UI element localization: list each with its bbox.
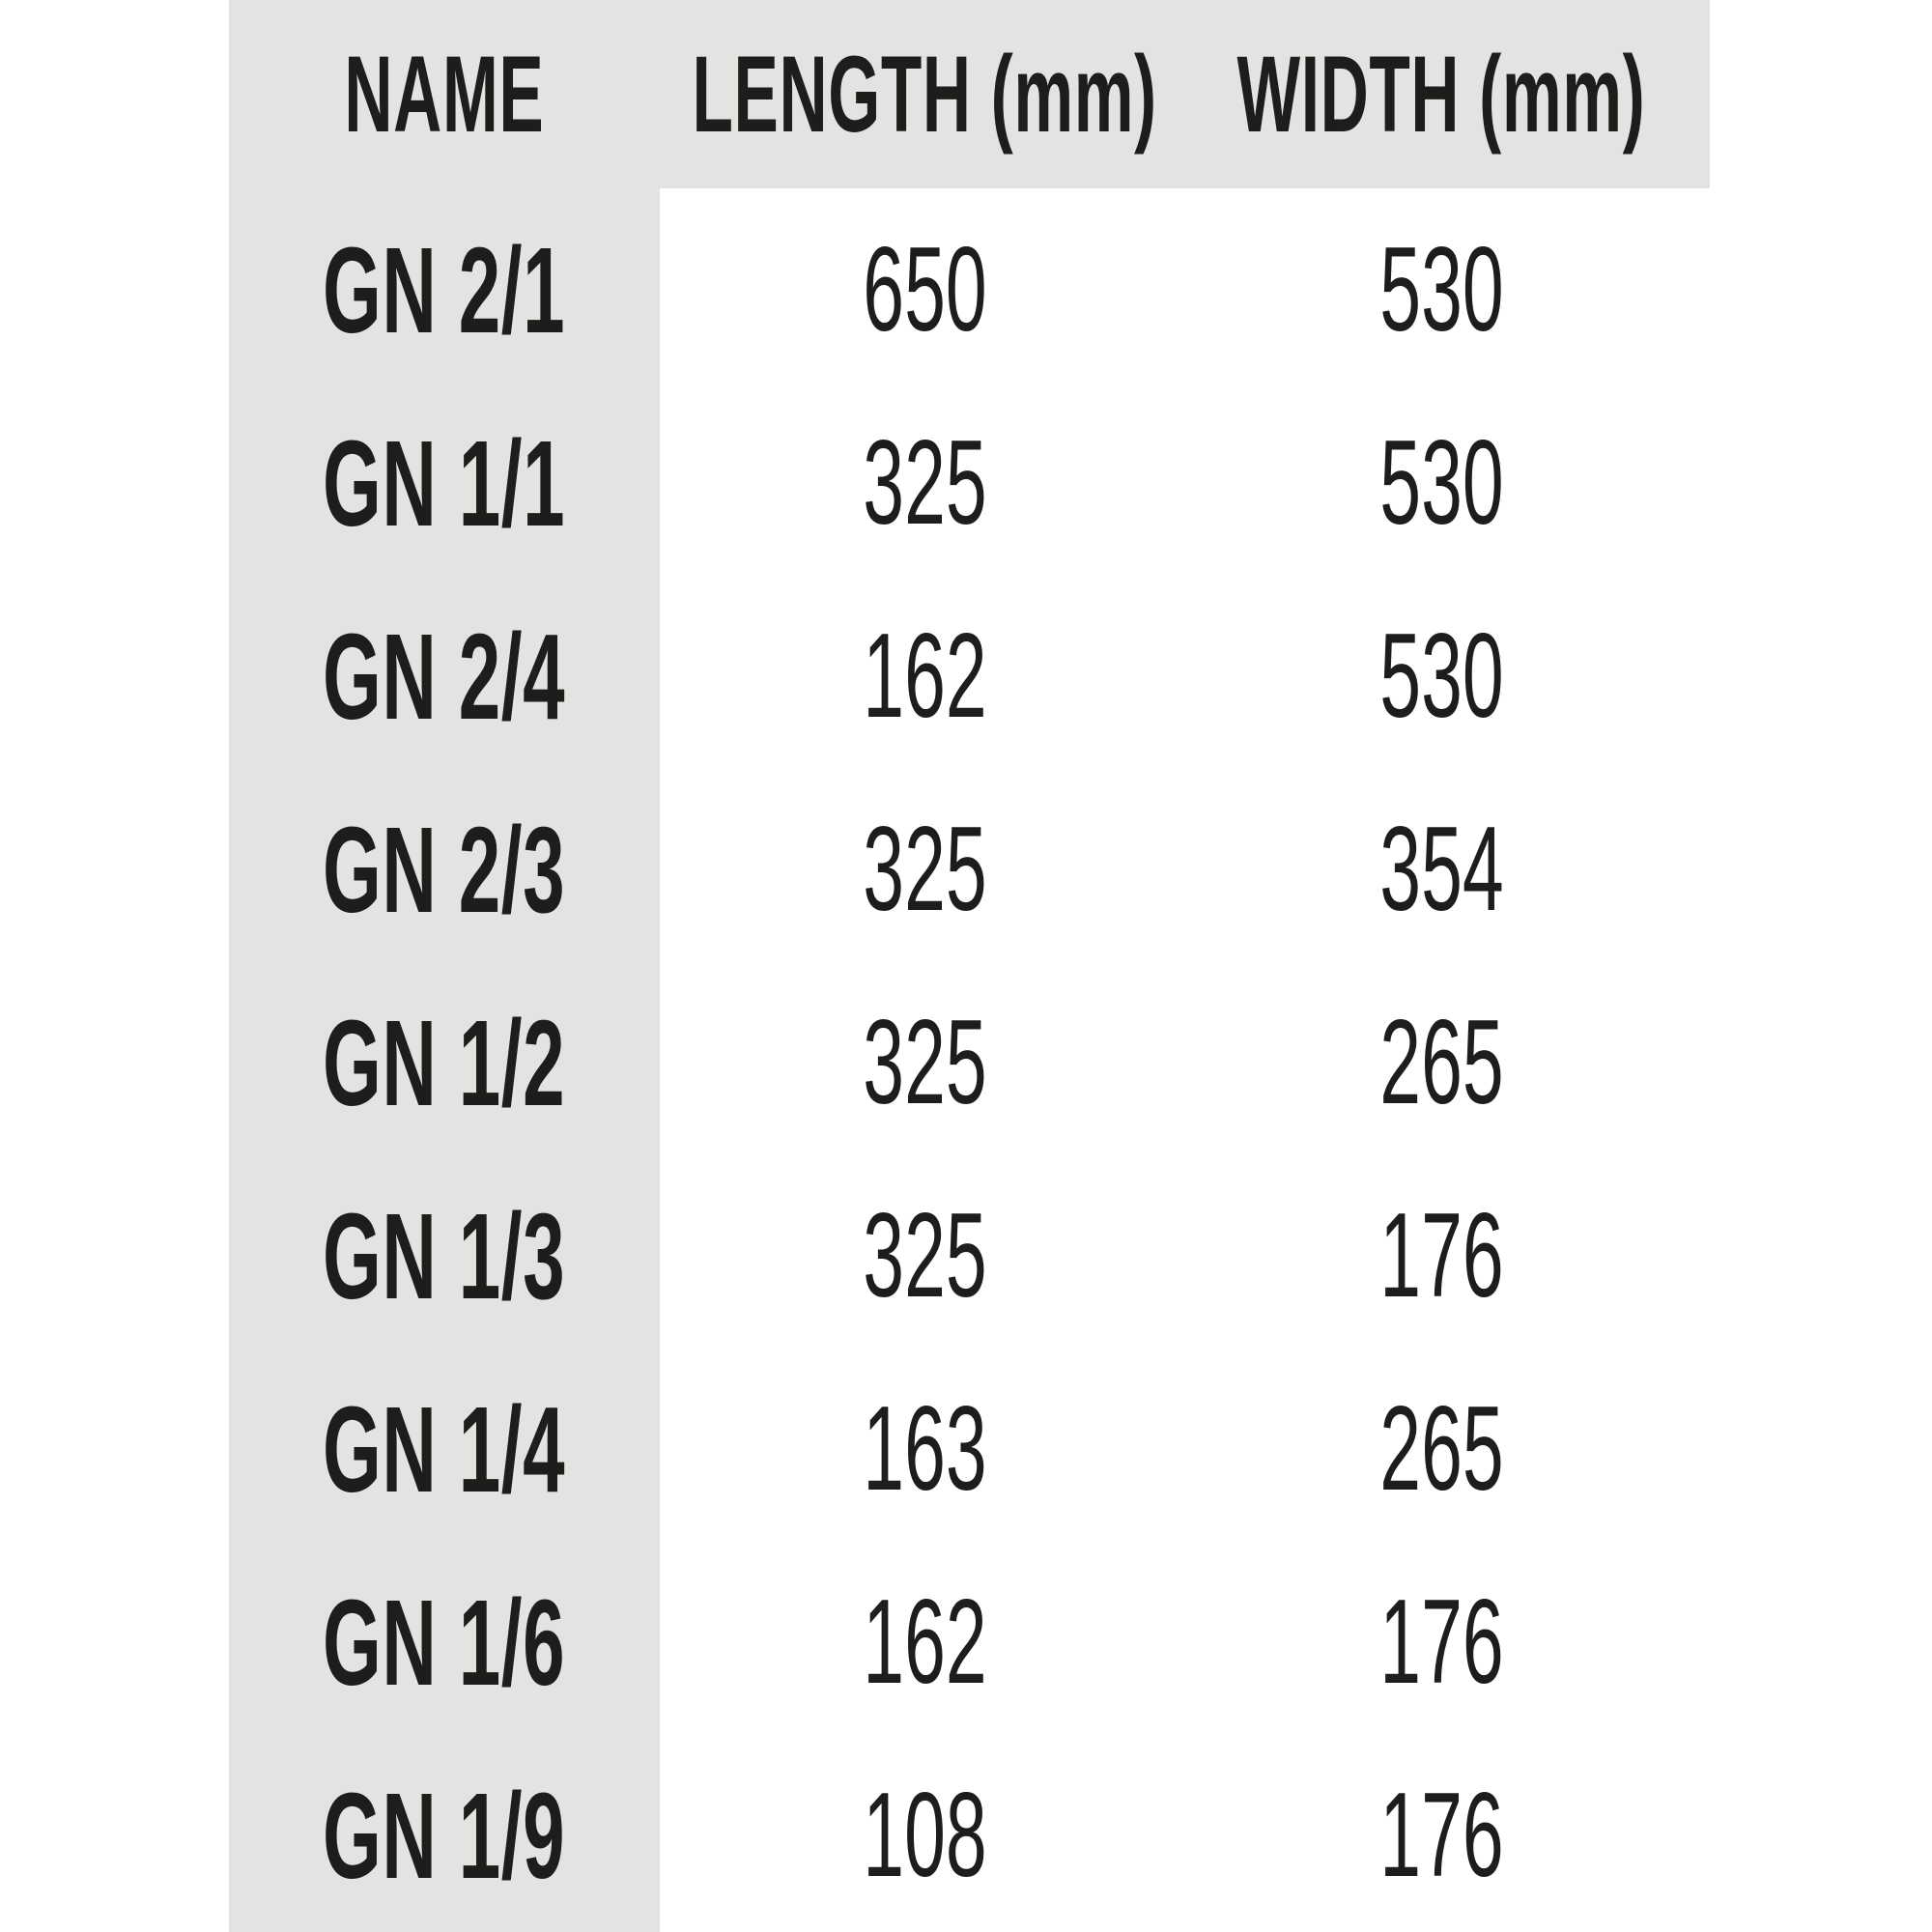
row-width: 265 (1378, 996, 1504, 1129)
table-row (0, 193, 1932, 386)
row-name: GN 1/4 (323, 1380, 566, 1518)
length-cell (683, 193, 1166, 386)
name-cell (229, 386, 660, 580)
row-width: 265 (1378, 1382, 1504, 1516)
name-cell (229, 773, 660, 966)
header-label-length: LENGTH (mm) (692, 34, 1157, 155)
row-width: 354 (1378, 803, 1504, 936)
length-cell (683, 386, 1166, 580)
row-name: GN 1/1 (323, 414, 566, 552)
table-row (0, 1352, 1932, 1546)
width-cell (1200, 580, 1683, 773)
row-length: 325 (862, 1189, 987, 1322)
length-cell (683, 580, 1166, 773)
name-cell (229, 1546, 660, 1739)
table-row (0, 580, 1932, 773)
row-length: 162 (862, 1576, 987, 1709)
width-cell (1200, 386, 1683, 580)
row-name: GN 1/2 (323, 994, 566, 1131)
row-width: 530 (1378, 223, 1504, 356)
header-cell-length (683, 0, 1166, 188)
row-width: 176 (1378, 1189, 1504, 1322)
header-label-width: WIDTH (mm) (1236, 34, 1646, 155)
width-cell (1200, 1159, 1683, 1352)
name-cell (229, 1739, 660, 1932)
row-name: GN 1/6 (323, 1574, 566, 1711)
name-cell (229, 1159, 660, 1352)
width-cell (1200, 1546, 1683, 1739)
row-length: 163 (862, 1382, 987, 1516)
row-length: 162 (862, 610, 987, 743)
width-cell (1200, 1352, 1683, 1546)
name-cell (229, 1352, 660, 1546)
length-cell (683, 966, 1166, 1159)
length-cell (683, 1352, 1166, 1546)
width-cell (1200, 966, 1683, 1159)
width-cell (1200, 773, 1683, 966)
row-name: GN 2/3 (323, 801, 566, 938)
width-cell (1200, 1739, 1683, 1932)
header-label-name: NAME (344, 34, 545, 155)
row-length: 325 (862, 416, 987, 550)
row-width: 530 (1378, 416, 1504, 550)
row-name: GN 2/4 (323, 608, 566, 745)
row-width: 530 (1378, 610, 1504, 743)
row-width: 176 (1378, 1769, 1504, 1902)
width-cell (1200, 193, 1683, 386)
row-width: 176 (1378, 1576, 1504, 1709)
name-cell (229, 193, 660, 386)
row-length: 325 (862, 803, 987, 936)
table-row (0, 966, 1932, 1159)
table-row (0, 1739, 1932, 1932)
header-cell-name (229, 0, 660, 188)
table-row (0, 1159, 1932, 1352)
table-row (0, 386, 1932, 580)
table-row (0, 1546, 1932, 1739)
name-cell (229, 580, 660, 773)
length-cell (683, 773, 1166, 966)
row-length: 650 (862, 223, 987, 356)
row-name: GN 1/3 (323, 1187, 566, 1324)
row-length: 325 (862, 996, 987, 1129)
row-name: GN 1/9 (323, 1767, 566, 1904)
name-cell (229, 966, 660, 1159)
length-cell (683, 1159, 1166, 1352)
row-length: 108 (862, 1769, 987, 1902)
length-cell (683, 1546, 1166, 1739)
length-cell (683, 1739, 1166, 1932)
row-name: GN 2/1 (323, 221, 566, 358)
table-row (0, 773, 1932, 966)
header-cell-width (1200, 0, 1683, 188)
header-row (0, 0, 1932, 188)
